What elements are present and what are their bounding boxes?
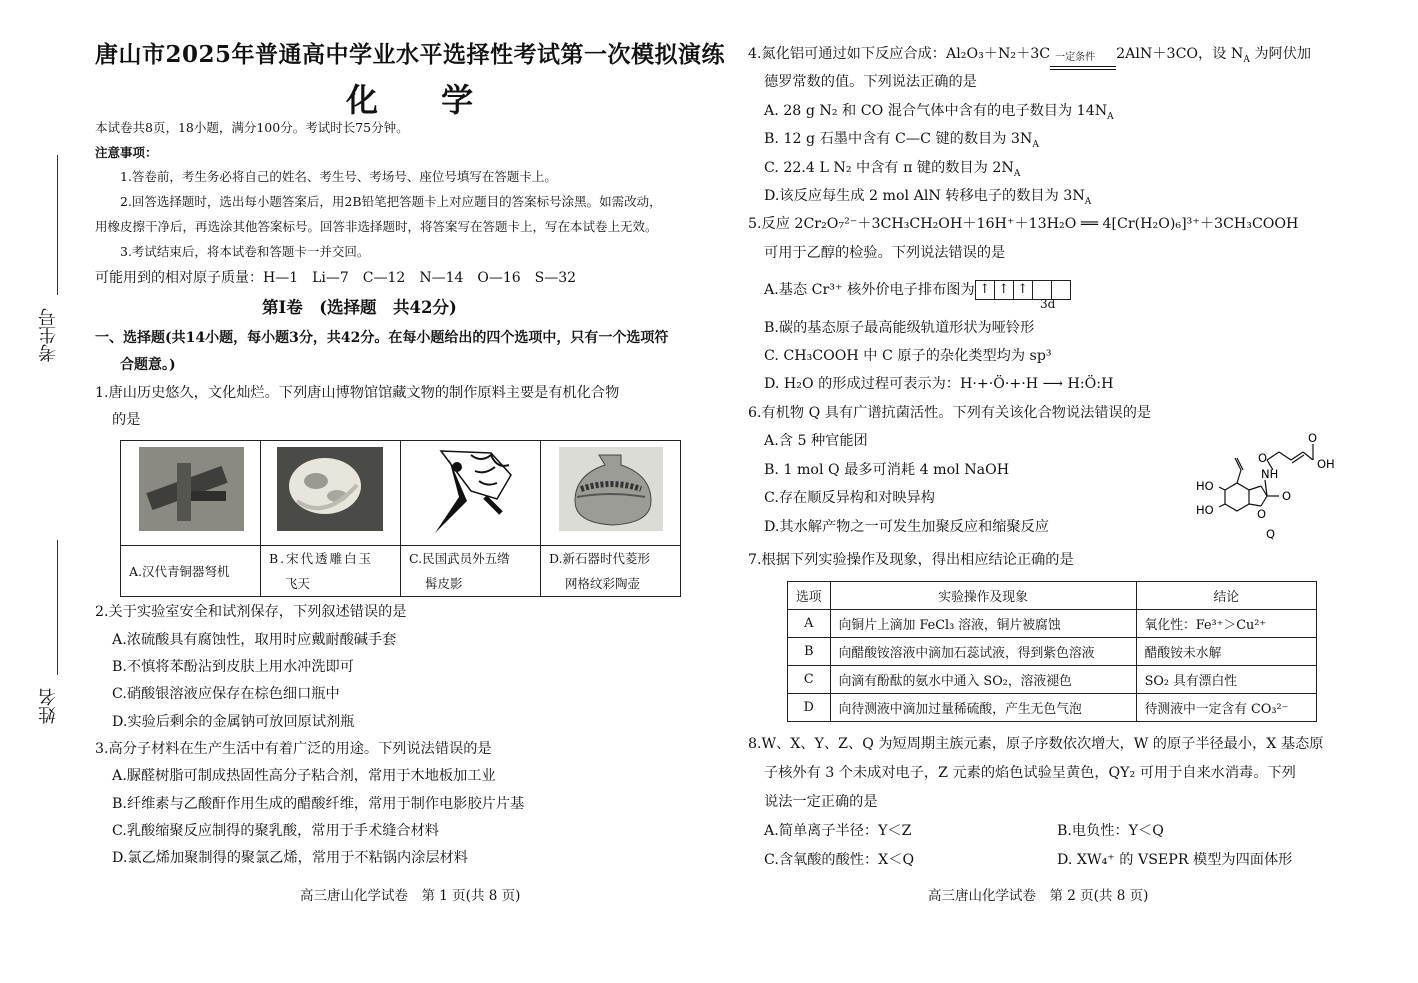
q7-stem: 7.根据下列实验操作及现象，得出相应结论正确的是 <box>748 552 1074 568</box>
q7-cell: D <box>788 694 831 722</box>
exam-no-label: 考生号 <box>38 308 59 362</box>
orbital-label: 3d <box>1040 297 1056 311</box>
q7-cell: 向待测液中滴加过量稀硫酸，产生无色气泡 <box>830 694 1136 722</box>
q1-option-b <box>261 546 401 597</box>
notice-1: 1.答卷前，考生务必将自己的姓名、考生号、考场号、座位号填写在答题卡上。 <box>120 169 557 184</box>
q7-cell: 待测液中一定含有 CO₃²⁻ <box>1136 694 1316 722</box>
q6-option-b: B. 1 mol Q 最多可消耗 4 mol NaOH <box>764 462 1010 478</box>
q8-option-b: B.电负性：Y＜Q <box>1057 823 1164 839</box>
q1-option-b-line1: B.宋代透雕白玉 <box>269 551 374 566</box>
q4-option-c-text: C. 22.4 L N₂ 中含有 π 键的数目为 2N <box>764 160 1014 176</box>
q6-oh: OH <box>1317 457 1335 471</box>
q7-cell: SO₂ 具有漂白性 <box>1136 666 1316 694</box>
q5-option-c: C. CH₃COOH 中 C 原子的杂化类型均为 sp³ <box>764 348 1052 364</box>
q5-option-a-text: A.基态 Cr³⁺ 核外价电子排布图为 <box>764 282 975 298</box>
q7-cell: 向滴有酚酞的氨水中通入 SO₂，溶液褪色 <box>830 666 1136 694</box>
footer-left: 高三唐山化学试卷 第 1 页(共 8 页) <box>300 888 521 904</box>
q4-arrow <box>1050 51 1116 70</box>
table-row <box>788 666 1317 694</box>
orbital-diagram <box>975 280 1070 300</box>
q1-option-c <box>401 546 541 597</box>
q1-stem: 1.唐山历史悠久，文化灿烂。下列唐山博物馆馆藏文物的制作原料主要是有机化合物 <box>95 385 620 401</box>
q6-o-2: O <box>1308 431 1318 445</box>
q4-stem-d: 为阿伏加 <box>1249 46 1312 62</box>
molecule-q-structure <box>1195 428 1345 543</box>
q4-option-b-sub: A <box>1032 139 1039 150</box>
q2-option-b: B.不慎将苯酚沾到皮肤上用水冲洗即可 <box>112 659 354 675</box>
q7-cell: A <box>788 610 831 638</box>
q8-stem-3: 说法一定正确的是 <box>764 794 878 810</box>
q1-option-d <box>541 546 681 597</box>
section-instr-2: 合题意。) <box>120 357 176 373</box>
q4-option-a <box>764 101 1114 127</box>
section-title: 第Ⅰ卷 (选择题 共42分) <box>262 298 457 317</box>
q7-header-operation: 实验操作及现象 <box>830 582 1136 610</box>
q2-stem: 2.关于实验室安全和试剂保存，下列叙述错误的是 <box>95 604 407 620</box>
name-label: 姓名 <box>38 688 59 724</box>
q5-option-b: B.碳的基态原子最高能级轨道形状为哑铃形 <box>764 320 1035 336</box>
q1-option-d-line2: 网格纹彩陶壶 <box>565 576 641 591</box>
intro-text: 本试卷共8页，18小题，满分100分。考试时长75分钟。 <box>95 120 409 135</box>
q7-table <box>787 581 1317 722</box>
crossbow-cell <box>121 441 261 546</box>
q7-header-conclusion: 结论 <box>1136 582 1316 610</box>
q6-ho-2: HO <box>1196 503 1214 517</box>
q7-cell: B <box>788 638 831 666</box>
q7-cell: 向铜片上滴加 FeCl₃ 溶液，铜片被腐蚀 <box>830 610 1136 638</box>
section-instr-1: 一、选择题(共14小题，每小题3分，共42分。在每小题给出的四个选项中，只有一个选项符 <box>95 330 669 346</box>
exam-title: 唐山市2025年普通高中学业水平选择性考试第一次模拟演练 <box>95 41 726 68</box>
q8-option-a: A.简单离子半径：Y＜Z <box>764 823 912 839</box>
q6-ho-1: HO <box>1196 479 1214 493</box>
notice-2b: 用橡皮擦干净后，再选涂其他答案标号。回答非选择题时，将答案写在答题卡上，写在本试卷上无效。 <box>95 219 658 234</box>
q4-option-a-text: A. 28 g N₂ 和 CO 混合气体中含有的电子数目为 14N <box>764 103 1108 119</box>
atomic-mass: 可能用到的相对原子质量：H—1 Li—7 C—12 N—14 O—16 S—32 <box>95 270 577 286</box>
q6-stem: 6.有机物 Q 具有广谱抗菌活性。下列有关该化合物说法错误的是 <box>748 405 1152 421</box>
name-line <box>57 540 58 675</box>
q4-option-b-text: B. 12 g 石墨中含有 C—C 键的数目为 3N <box>764 131 1033 147</box>
q4-stem <box>748 44 1311 70</box>
subject-title: 化 学 <box>346 81 500 119</box>
q3-option-d: D.氯乙烯加聚制得的聚氯乙烯，常用于不粘锅内涂层材料 <box>112 850 468 866</box>
q7-header-option: 选项 <box>788 582 831 610</box>
q4-option-b <box>764 129 1039 155</box>
shadow-puppet-cell <box>401 441 541 546</box>
q1-stem-2: 的是 <box>112 412 141 428</box>
q6-nh: NH <box>1261 467 1279 481</box>
q7-cell: 醋酸铵未水解 <box>1136 638 1316 666</box>
q4-option-c <box>764 158 1020 184</box>
q2-option-a: A.浓硫酸具有腐蚀性，取用时应戴耐酸碱手套 <box>112 632 397 648</box>
q4-stem-b: 2AlN＋3CO，设 N <box>1116 46 1244 62</box>
q5-option-d: D. H₂O 的形成过程可表示为：H·+·Ö·+·H ⟶ H:Ö:H <box>764 376 1114 392</box>
notice-2: 2.回答选择题时，选出每小题答案后，用2B铅笔把答题卡上对应题目的答案标号涂黑。如需改动， <box>120 194 662 209</box>
q1-image-table <box>120 440 681 597</box>
q5-stem-2: 可用于乙醇的检验。下列说法错误的是 <box>764 245 1006 261</box>
q8-option-c: C.含氧酸的酸性：X＜Q <box>764 852 915 868</box>
q1-option-d-line1: D.新石器时代菱形 <box>549 551 651 566</box>
q6-o-3: O <box>1257 507 1267 521</box>
q1-option-b-line2: 飞天 <box>285 576 311 591</box>
crossbow-image <box>121 441 260 541</box>
q7-cell: C <box>788 666 831 694</box>
footer-right: 高三唐山化学试卷 第 2 页(共 8 页) <box>928 888 1149 904</box>
q5-stem: 5.反应 2Cr₂O₇²⁻＋3CH₃CH₂OH＋16H⁺＋13H₂O ══ 4[Cr(H₂O)₆]³⁺＋3CH₃COOH <box>748 216 1299 232</box>
q4-option-d-sub: A <box>1084 196 1092 207</box>
table-row <box>788 638 1317 666</box>
table-row <box>788 610 1317 638</box>
q4-option-a-sub: A <box>1107 111 1114 122</box>
orbital-box-1: ↑ <box>975 280 995 300</box>
exam-no-line <box>57 155 58 295</box>
q8-stem-1: 8.W、X、Y、Z、Q 为短周期主族元素，原子序数依次增大，W 的原子半径最小，X 基态原 <box>748 736 1324 752</box>
q4-stem-sub: A <box>1243 54 1250 65</box>
q6-option-a: A.含 5 种官能团 <box>764 433 868 449</box>
q4-option-d-text: D.该反应每生成 2 mol AlN 转移电子的数目为 3N <box>764 188 1085 204</box>
q1-option-a <box>121 546 261 597</box>
q3-option-b: B.纤维素与乙酸酐作用生成的醋酸纤维，常用于制作电影胶片片基 <box>112 796 525 812</box>
q3-option-a: A.脲醛树脂可制成热固性高分子粘合剂，常用于木地板加工业 <box>112 768 496 784</box>
q1-option-c-line2: 髯皮影 <box>425 576 463 591</box>
pottery-cell <box>541 441 681 546</box>
q1-option-a-text: A.汉代青铜器弩机 <box>129 563 230 579</box>
q4-option-c-sub: A <box>1013 168 1021 179</box>
q6-option-d: D.其水解产物之一可发生加聚反应和缩聚反应 <box>764 519 1049 535</box>
q2-option-d: D.实验后剩余的金属钠可放回原试剂瓶 <box>112 714 355 730</box>
q4-stem-a: 4.氮化铝可通过如下反应合成：Al₂O₃＋N₂＋3C <box>748 46 1051 62</box>
notice-heading: 注意事项： <box>95 145 158 160</box>
q3-option-c: C.乳酸缩聚反应制得的聚乳酸，常用于手术缝合材料 <box>112 823 439 839</box>
orbital-box-3: ↑ <box>1013 280 1033 300</box>
shadow-puppet-image <box>401 441 540 541</box>
pottery-image <box>541 441 680 541</box>
q5-option-a <box>764 280 1070 300</box>
q4-condition: 一定条件 <box>1055 51 1096 63</box>
q8-stem-2: 子核外有 3 个未成对电子，Z 元素的焰色试验呈黄色，QY₂ 可用于自来水消毒。下列 <box>764 765 1296 781</box>
q7-cell: 向醋酸铵溶液中滴加石蕊试液，得到紫色溶液 <box>830 638 1136 666</box>
q1-option-c-line1: C.民国武员外五绺 <box>409 551 510 566</box>
q6-o-4: O <box>1282 489 1292 503</box>
q6-option-c: C.存在顺反异构和对映异构 <box>764 490 935 506</box>
q6-label: Q <box>1266 527 1276 541</box>
q4-stem-2: 德罗常数的值。下列说法正确的是 <box>764 74 977 90</box>
q3-stem: 3.高分子材料在生产生活中有着广泛的用途。下列说法错误的是 <box>95 741 492 757</box>
q7-cell: 氧化性：Fe³⁺＞Cu²⁺ <box>1136 610 1316 638</box>
orbital-box-2: ↑ <box>994 280 1014 300</box>
q4-option-d <box>764 186 1091 212</box>
q8-option-d: D. XW₄⁺ 的 VSEPR 模型为四面体形 <box>1057 852 1293 868</box>
jade-image <box>261 441 400 541</box>
table-row <box>788 694 1317 722</box>
jade-cell <box>261 441 401 546</box>
q2-option-c: C.硝酸银溶液应保存在棕色细口瓶中 <box>112 686 340 702</box>
q6-o-1: O <box>1258 451 1268 465</box>
notice-3: 3.考试结束后，将本试卷和答题卡一并交回。 <box>120 244 370 259</box>
